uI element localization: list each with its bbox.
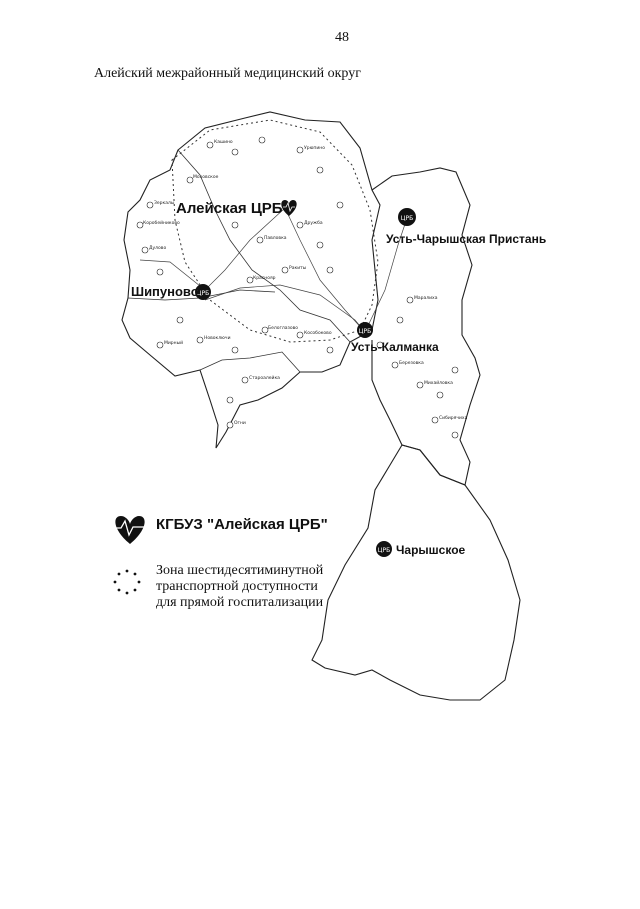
settlement-dot-icon — [452, 367, 458, 373]
settlement-dot-icon — [147, 202, 153, 208]
settlement-label: Мирный — [164, 341, 184, 346]
settlement-label: Михайловка — [424, 381, 453, 386]
legend-hospital-label: КГБУЗ "Алейская ЦРБ" — [156, 516, 328, 533]
settlement-dot-icon — [257, 237, 263, 243]
district-label-charyshskoe: Чарышское — [396, 543, 466, 557]
settlement-dot-icon — [282, 267, 288, 273]
road — [205, 285, 365, 332]
settlement-dot-icon — [417, 382, 423, 388]
settlement-dot-icon — [317, 167, 323, 173]
settlement-label: Огни — [234, 421, 246, 426]
settlement-label: Кособоково — [304, 331, 332, 336]
settlement-dot-icon — [227, 397, 233, 403]
settlement-dot-icon — [259, 137, 265, 143]
internal-border — [200, 352, 300, 372]
svg-text:ЦРБ: ЦРБ — [358, 328, 372, 335]
legend-zone-line: для прямой госпитализации — [156, 595, 324, 610]
settlement-dot-icon — [317, 242, 323, 248]
settlement-dot-icon — [142, 247, 148, 253]
hospital-marker-icon — [398, 208, 416, 226]
settlement-label: Кашино — [214, 140, 233, 145]
region-boundary-east — [372, 168, 480, 485]
svg-text:ЦРБ: ЦРБ — [400, 215, 414, 222]
settlement-dot-icon — [242, 377, 248, 383]
settlement-dot-icon — [177, 317, 183, 323]
settlement-dot-icon — [227, 422, 233, 428]
settlement-dot-icon — [232, 347, 238, 353]
settlement-label: Дружба — [304, 221, 323, 226]
page-title: Алейский межрайонный медицинский округ — [94, 66, 361, 81]
settlement-dot-icon — [327, 267, 333, 273]
settlement-dot-icon — [297, 222, 303, 228]
settlement-label: Павловка — [264, 236, 287, 241]
settlement-label: Зеркалы — [154, 201, 175, 206]
settlement-label: Сибирячиха — [439, 416, 468, 421]
hospital-marker-icon — [357, 322, 373, 338]
settlement-label: Моховское — [193, 175, 219, 180]
hospital-marker-icon — [376, 541, 392, 557]
district-label-ust-kalmanka: Усть-Калманка — [351, 340, 439, 354]
settlement-label: Ракиты — [289, 266, 307, 271]
district-label-aleysk: Алейская ЦРБ — [176, 200, 283, 217]
settlement-label: Дулово — [149, 246, 167, 251]
svg-text:ЦРБ: ЦРБ — [196, 290, 210, 297]
legend-zone-line: транспортной доступности — [156, 579, 318, 594]
settlement-dot-icon — [157, 269, 163, 275]
settlement-dot-icon — [297, 332, 303, 338]
settlement-label: Новоключи — [204, 336, 231, 341]
settlement-dot-icon — [407, 297, 413, 303]
district-label-shipunovo: Шипуново — [131, 284, 199, 299]
legend-zone-line: Зона шестидесятиминутной — [156, 563, 324, 578]
settlement-label: Краснояр — [253, 276, 276, 281]
settlement-dot-icon — [327, 347, 333, 353]
settlement-dot-icon — [432, 417, 438, 423]
settlement-dot-icon — [397, 317, 403, 323]
settlement-label: Маралиха — [414, 296, 438, 301]
settlement-label: Староалейка — [249, 376, 280, 381]
accessibility-zone-boundary — [172, 120, 378, 342]
svg-text:ЦРБ: ЦРБ — [377, 547, 391, 554]
heart-pulse-icon — [281, 200, 296, 216]
settlement-dot-icon — [197, 337, 203, 343]
heart-pulse-icon — [115, 516, 145, 544]
page-number: 48 — [335, 30, 349, 45]
settlement-dot-icon — [232, 222, 238, 228]
settlement-label: Березовка — [399, 361, 424, 366]
settlement-dot-icon — [297, 147, 303, 153]
settlement-dot-icon — [437, 392, 443, 398]
settlement-label: Урюпино — [304, 146, 325, 151]
settlement-dot-icon — [392, 362, 398, 368]
settlement-dot-icon — [157, 342, 163, 348]
settlement-label: Коробейниково — [143, 221, 180, 226]
settlement-dot-icon — [232, 149, 238, 155]
settlement-dot-icon — [337, 202, 343, 208]
settlement-dot-icon — [452, 432, 458, 438]
settlement-label: Белоглазово — [268, 326, 299, 331]
legend-zone-label — [156, 563, 366, 611]
settlement-dot-icon — [207, 142, 213, 148]
dotted-circle-icon — [114, 570, 141, 595]
district-label-ust-charyshskaya: Усть-Чарышская Пристань — [386, 232, 547, 246]
